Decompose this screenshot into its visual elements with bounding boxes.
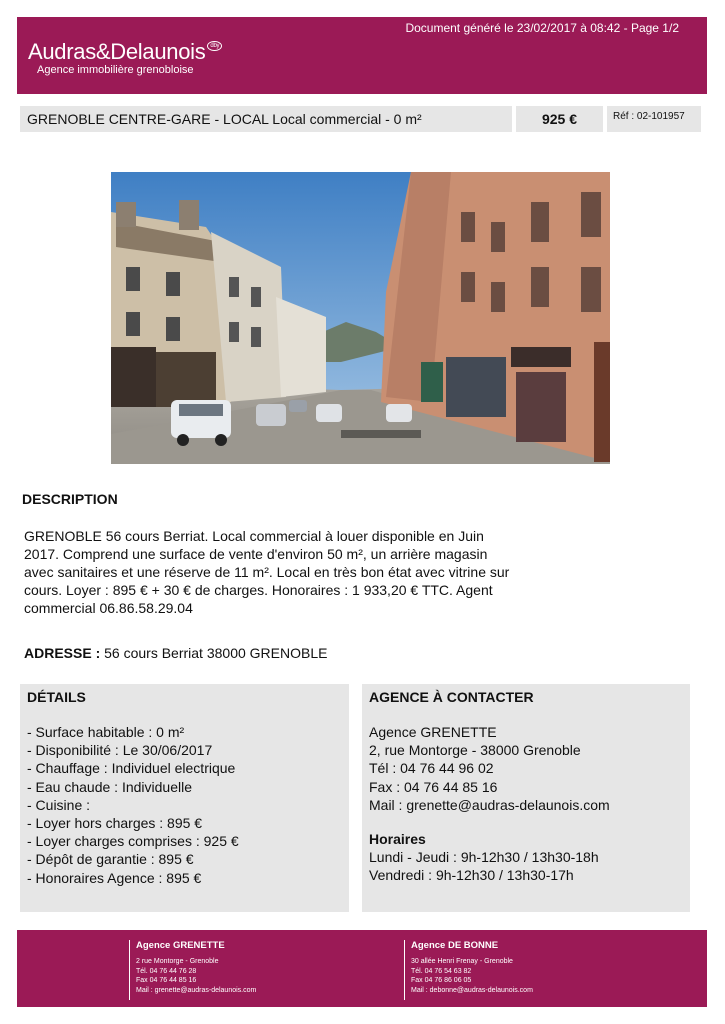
detail-item: - Dépôt de garantie : 895 € (27, 851, 194, 868)
listing-title: GRENOBLE CENTRE-GARE - LOCAL Local commercial - 0 m² (20, 106, 512, 132)
detail-item: - Disponibilité : Le 30/06/2017 (27, 742, 213, 759)
footer-agency-debonne (404, 940, 533, 1000)
agency-name: Agence GRENETTE (369, 724, 497, 740)
detail-item: - Cuisine : (27, 796, 91, 813)
agency-fax: Fax : 04 76 44 85 16 (369, 778, 498, 795)
detail-item: - Loyer hors charges : 895 € (27, 815, 203, 832)
hours-heading: Horaires (369, 831, 426, 848)
description-heading: DESCRIPTION (22, 491, 118, 507)
footer-line: Tél. 04 76 44 76 28 (136, 967, 197, 975)
footer-agency-name: Agence DE BONNE (411, 940, 499, 951)
detail-item: - Honoraires Agence : 895 € (27, 869, 202, 886)
listing-price: 925 € (516, 106, 603, 132)
footer-agency-grenette (129, 940, 256, 1000)
agency-panel (362, 684, 690, 912)
details-panel (20, 684, 349, 912)
hours-line: Vendredi : 9h-12h30 / 13h30-17h (369, 867, 574, 884)
address-value: 56 cours Berriat 38000 GRENOBLE (104, 645, 328, 661)
detail-item: - Eau chaude : Individuelle (27, 778, 192, 795)
brand-logo (28, 39, 222, 65)
agency-email: Mail : grenette@audras-delaunois.com (369, 796, 610, 813)
brand-badge: dby (207, 41, 222, 51)
hours-line: Lundi - Jeudi : 9h-12h30 / 13h30-18h (369, 849, 599, 866)
footer-line: Mail : grenette@audras-delaunois.com (136, 986, 257, 994)
footer-line: Tél. 04 76 54 63 82 (411, 967, 472, 975)
detail-item: - Loyer charges comprises : 925 € (27, 833, 239, 850)
footer-line: 2 rue Montorge - Grenoble (136, 958, 219, 965)
detail-item: - Chauffage : Individuel electrique (27, 760, 236, 777)
footer-line: Fax 04 76 86 06 05 (411, 977, 472, 984)
document-info: Document généré le 23/02/2017 à 08:42 - Page 1/2 (405, 21, 679, 35)
listing-reference: Réf : 02-101957 (607, 106, 701, 132)
footer-line: Fax 04 76 44 85 16 (136, 977, 197, 984)
address (24, 645, 327, 661)
agency-phone: Tél : 04 76 44 96 02 (369, 760, 494, 777)
agency-address: 2, rue Montorge - 38000 Grenoble (369, 742, 581, 759)
address-label: ADRESSE : (24, 645, 101, 661)
detail-item: - Surface habitable : 0 m² (27, 724, 185, 740)
footer-agency-name: Agence GRENETTE (136, 940, 225, 951)
brand-name: Audras&Delaunois (28, 39, 206, 64)
details-heading: DÉTAILS (27, 689, 86, 705)
page-footer (17, 930, 707, 1007)
footer-line: 30 allée Henri Frenay - Grenoble (411, 958, 513, 965)
description-text: GRENOBLE 56 cours Berriat. Local commercial à louer disponible en Juin 2017. Comprend une surface de vente d'environ 50 m², un arrière magasin avec sanitaires et une réserve de 11 m². Local en très bon état avec vitrine sur cours. Loyer : 895 € + 30 € de charges. Honoraires : 1 933,20 € TTC. Agent commercial 06.86.58.29.04 (24, 528, 510, 616)
page-header (17, 17, 707, 94)
brand-tagline: Agence immobilière grenobloise (37, 64, 194, 76)
agency-heading: AGENCE À CONTACTER (369, 689, 534, 705)
property-photo (111, 172, 610, 464)
footer-line: Mail : debonne@audras-delaunois.com (411, 986, 533, 994)
